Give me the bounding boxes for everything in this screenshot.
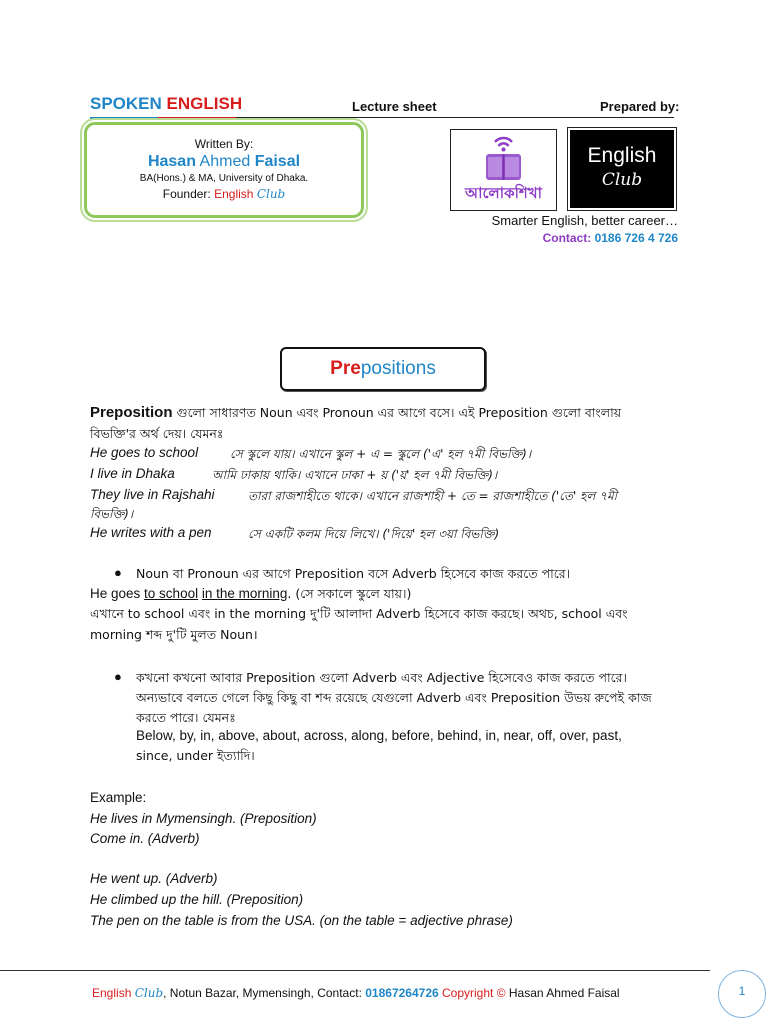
club-club: Club bbox=[256, 187, 286, 201]
example-line-4: He climbed up the hill. (Preposition) bbox=[90, 892, 304, 907]
club-lish: lish bbox=[235, 187, 257, 201]
footer-text bbox=[92, 986, 620, 1000]
section2-line-3: morning শব্দ দু'টি মুলত Noun। bbox=[90, 627, 258, 642]
s2-ex-d: in the morning bbox=[201, 586, 288, 601]
logo-club: Club bbox=[601, 170, 643, 190]
footer-club-lish: lish bbox=[113, 986, 135, 1000]
header-rule bbox=[236, 117, 674, 118]
alokshikha-logo bbox=[450, 129, 557, 211]
bullet-icon: ● bbox=[114, 565, 122, 580]
intro-line-1 bbox=[90, 404, 621, 425]
bullet-icon: ● bbox=[114, 669, 122, 684]
footer-club-club: Club bbox=[134, 986, 164, 1000]
author-middle-name: Ahmed bbox=[195, 153, 255, 170]
title-re: re bbox=[342, 358, 361, 379]
author-degree: BA(Hons.) & MA, University of Dhaka. bbox=[139, 173, 309, 184]
section3-line-2: অন্যভাবে বলতে গেলে কিছু কিছু বা শব্দ রয়েছে যেগুলো Adverb এবং Preposition উভয় রুপেই কাজ bbox=[136, 690, 652, 705]
written-by-label: Written By: bbox=[194, 137, 254, 151]
example-bn-2: আমি ঢাকায় থাকি। এখানে ঢাকা + য় ('য়' হল ৭মী বিভক্তি)। bbox=[212, 468, 498, 482]
example-line-5: The pen on the table is from the USA. (on the table = adjective phrase) bbox=[90, 913, 513, 928]
section3-line-4: Below, by, in, above, about, across, along, before, behind, in, near, off, over, past, bbox=[136, 728, 622, 743]
spoken-english-heading bbox=[90, 94, 242, 114]
section2-line-2: এখানে to school এবং in the morning দু'টি আলাদা Adverb হিসেবে কাজ করছে। অথচ, school এবং bbox=[90, 606, 628, 621]
title-rest: positions bbox=[360, 358, 436, 379]
footer-club-eng: Eng bbox=[92, 986, 114, 1000]
page-title bbox=[280, 347, 486, 391]
preposition-term: Preposition bbox=[90, 404, 173, 421]
example-line-2: Come in. (Adverb) bbox=[90, 831, 200, 846]
footer-copyright: Copyright © bbox=[438, 986, 509, 1000]
contact-line bbox=[543, 231, 678, 245]
english-club-logo bbox=[568, 128, 676, 210]
example-en-2: I live in Dhaka bbox=[90, 466, 175, 481]
author-box bbox=[84, 122, 364, 218]
lecture-sheet-label: Lecture sheet bbox=[352, 99, 437, 114]
alokshikha-logo-text: আলোকশিখা bbox=[465, 184, 542, 202]
footer-address: , Notun Bazar, Mymensingh, Contact: bbox=[163, 986, 366, 1000]
author-first-name: Hasan bbox=[147, 153, 196, 170]
section2-bullet-text: Noun বা Pronoun এর আগে Preposition বসে Adverb হিসেবে কাজ করতে পারে। bbox=[136, 566, 571, 581]
brand-english: ENGLISH bbox=[166, 94, 243, 113]
intro-line-2: বিভক্তি'র অর্থ দেয়। যেমনঃ bbox=[90, 426, 224, 441]
founder-line bbox=[87, 187, 361, 201]
example-en-3: They live in Rajshahi bbox=[90, 487, 215, 502]
section3-line-3: করতে পারে। যেমনঃ bbox=[136, 710, 236, 725]
brand-spoken: SPOKEN bbox=[90, 94, 167, 113]
example-line-1: He lives in Mymensingh. (Preposition) bbox=[90, 811, 317, 826]
section3-line-5-text: since, under ইত্যাদি। bbox=[136, 748, 255, 763]
s2-ex-b: to school bbox=[144, 586, 199, 601]
author-name bbox=[87, 153, 361, 171]
s2-ex-e: . (সে সকালে স্কুলে যায়।) bbox=[287, 586, 412, 601]
section2-example bbox=[90, 586, 411, 606]
example-label: Example: bbox=[90, 790, 147, 805]
tagline: Smarter English, better career… bbox=[491, 213, 678, 228]
section3-bullet: কখনো কখনো আবার Preposition গুলো Adverb এবং Adjective হিসেবেও কাজ করতে পারে। bbox=[136, 670, 627, 685]
section2-bullet bbox=[136, 566, 570, 586]
logo-english: English bbox=[587, 144, 657, 167]
s2-ex-a: He goes bbox=[90, 586, 145, 601]
footer-rule bbox=[0, 970, 710, 971]
section3-line-5 bbox=[136, 748, 255, 768]
example-bn-3: তারা রাজশাহীতে থাকে। এখানে রাজশাহী + তে = রাজশাহীতে ('তে' হল ৭মী bbox=[248, 489, 618, 503]
title-p: P bbox=[330, 358, 343, 379]
page-number: 1 bbox=[718, 970, 766, 1018]
contact-label: Contact: bbox=[542, 231, 595, 245]
author-last-name: Faisal bbox=[254, 153, 301, 170]
example-bn-3-cont: বিভক্তি)। bbox=[90, 507, 134, 521]
prepared-by-label: Prepared by: bbox=[600, 99, 680, 114]
founder-label: Founder: bbox=[162, 187, 215, 201]
example-en-4: He writes with a pen bbox=[90, 525, 212, 540]
brand-underline bbox=[90, 117, 236, 119]
contact-number: 0186 726 4 726 bbox=[594, 231, 678, 245]
example-bn-4: সে একটি কলম দিয়ে লিখে। ('দিয়ে' হল ৩য়া বিভক্তি) bbox=[248, 527, 500, 541]
footer-author: Hasan Ahmed Faisal bbox=[508, 986, 620, 1000]
example-en-1: He goes to school bbox=[90, 445, 199, 460]
intro-text-1: গুলো সাধারণত Noun এবং Pronoun এর আগে বসে। এই Preposition গুলো বাংলায় bbox=[172, 405, 622, 420]
example-bn-1: সে স্কুলে যায়। এখানে স্কুল + এ = স্কুলে ('এ' হল ৭মী বিভক্তি)। bbox=[230, 447, 532, 461]
club-eng: Eng bbox=[214, 187, 236, 201]
example-line-3: He went up. (Adverb) bbox=[90, 871, 218, 886]
footer-phone: 01867264726 bbox=[365, 986, 439, 1000]
